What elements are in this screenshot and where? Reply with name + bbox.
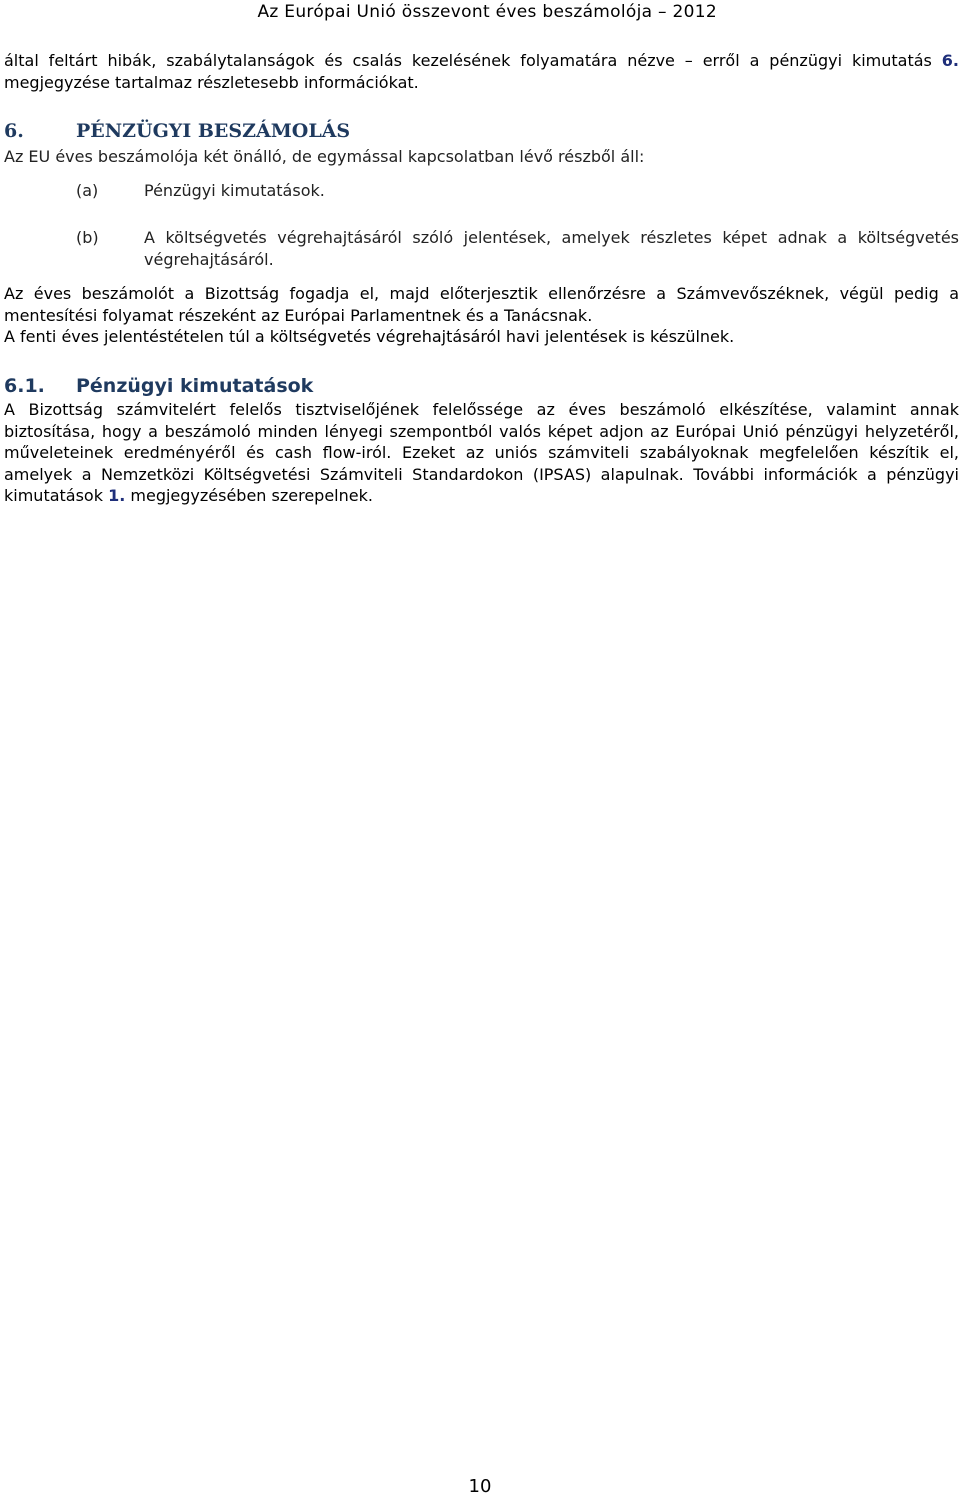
subsection-heading <box>4 375 313 397</box>
list-marker: (b) <box>76 228 99 247</box>
paragraph-text: megjegyzése tartalmaz részletesebb információkat. <box>4 72 419 92</box>
page-number: 10 <box>468 1476 492 1497</box>
paragraph-text: által feltárt hibák, szabálytalanságok és csalás kezelésének folyamatára nézve – erről a pénzügyi kimutatás <box>4 51 942 70</box>
section-heading <box>4 120 350 142</box>
subsection-title: Pénzügyi kimutatások <box>76 375 314 397</box>
subsection-number: 6.1. <box>4 375 45 397</box>
running-header: Az Európai Unió összevont éves beszámolója – 2012 <box>257 2 717 22</box>
paragraph-text: A Bizottság számvitelért felelős tisztviselőjének felelőssége az éves beszámoló elkészítése, valamint annak biztosítása, hogy a beszámoló minden lényegi szempontból valós képet adjon az Európai Unió pénzügyi helyzetéről, műveleteinek eredményéről és cash flow-iról. Ezeket az uniós számviteli szabályoknak megfelelően készítik el, amelyek a Nemzetközi Költségvetési Számviteli Standardokon (IPSAS) alapulnak. További információk a pénzügyi kimutatások <box>4 400 959 505</box>
continuation-paragraph <box>4 50 959 93</box>
list-item-text: A költségvetés végrehajtásáról szóló jelentések, amelyek részletes képet adnak a költségvetés végrehajtásáról. <box>144 228 959 269</box>
section-intro: Az EU éves beszámolója két önálló, de egymással kapcsolatban lévő részből áll: <box>4 147 645 166</box>
section-title: PÉNZÜGYI BESZÁMOLÁS <box>76 120 351 142</box>
approval-paragraph: Az éves beszámolót a Bizottság fogadja el, majd előterjesztik ellenőrzésre a Számvevőszéknek, végül pedig a mentesítési folyamat részeként az Európai Parlamentnek és a Tanácsnak. <box>4 284 959 325</box>
section-number: 6. <box>4 120 24 142</box>
financial-statements-paragraph <box>4 399 959 507</box>
monthly-reports-paragraph: A fenti éves jelentéstételen túl a költségvetés végrehajtásáról havi jelentések is készülnek. <box>4 327 735 346</box>
note-reference: 1. <box>108 486 126 505</box>
list-item-text: Pénzügyi kimutatások. <box>144 181 325 200</box>
paragraph-text: megjegyzésében szerepelnek. <box>125 486 373 505</box>
list-marker: (a) <box>76 181 99 200</box>
note-reference: 6. <box>941 51 959 70</box>
